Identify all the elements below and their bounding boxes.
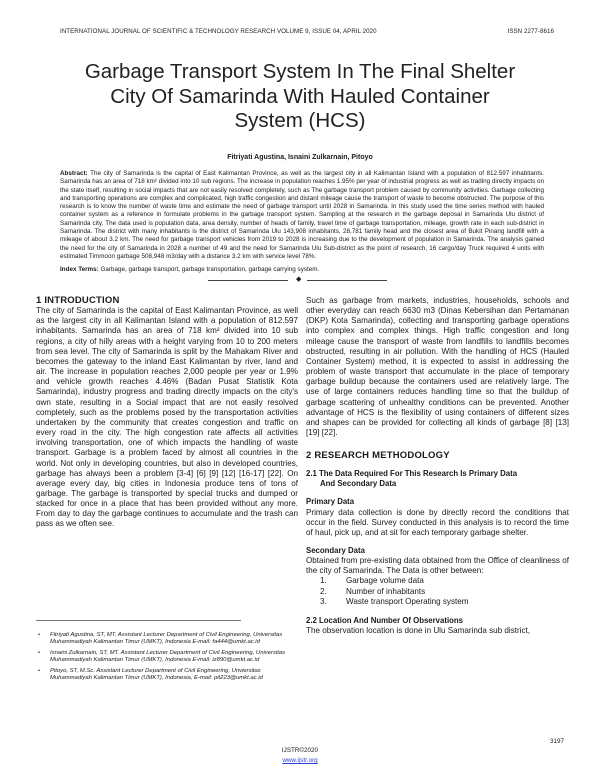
footnote-text: Pitoyo, ST, M.Sc. Assistant Lecturer Department of Civil Engineering, Unviersitas Muhammadiyah Kalimantan Timur (UMKT), Indonesia, E-mail: pit223@umkt.ac.id xyxy=(50,667,263,682)
title-line: System (HCS) xyxy=(234,109,366,132)
abstract xyxy=(60,170,544,261)
primary-data-paragraph: Primary data collection is done by directly record the conditions that occur in the field. Survey conducted in this analysis is to record the time of haul, pick up, and at sit for each temporary garbage shelter. xyxy=(306,507,569,537)
page-number: 3197 xyxy=(549,738,564,745)
abstract-label: Abstract: xyxy=(60,170,88,177)
secondary-data-heading: Secondary Data xyxy=(306,545,365,555)
bullet-icon: • xyxy=(38,649,41,656)
index-terms-label: Index Terms: xyxy=(60,266,99,273)
introduction-heading: 1 INTRODUCTION xyxy=(36,295,120,306)
methodology-heading: 2 RESEARCH METHODOLOGY xyxy=(306,450,450,462)
subsection-2-1-heading xyxy=(306,469,569,489)
primary-data-heading: Primary Data xyxy=(306,497,355,507)
index-terms-text: Garbage, garbage transport, garbage transportation, garbage carrying system. xyxy=(100,266,320,273)
footer-copyright: IJSTR©2020 xyxy=(281,747,319,754)
index-terms xyxy=(60,266,544,274)
footer-url[interactable] xyxy=(0,757,600,764)
location-paragraph: The observation location is done in Ulu Samarinda sub district, xyxy=(306,626,531,636)
right-column xyxy=(306,296,569,636)
abstract-text: The city of Samarinda is the capital of East Kalimantan Province, as well as the largest city in all Kalimantan Island with a population of 812.597 inhabitants. Samarinda has an area of 718 km² divided into 10 sub regions. The increase in population reaches 1.95% per year of industrial progress as well as trading directly impacts on the state itself, resulting in social impacts that are not easily resolved completely, such as The garbage transport problem caused by community activities. Garbage collecting and transporting operations are complex and complicated, high traffic congestion and distant mileage cause the transport of waste to become obstructed. The purpose of this research is to know the number of waste time and estimate the need of garbage transport until 2028 in Samarinda. In this study used the time series method with hauled container system as a reference in formulate problems in the garbage transport system. Sampling at the research in the garbage deposal in Samarinda Ulu district of Samarinda city. The data used is population data, area density, number of heads of family, travel time of garbage transportation, mileage, growth rate in each sub-district in Samarinda. The district with many inhabitants is the district of Samarinda Ulu 143,908 inhabitants, 28,781 family head and the closest area of Bukit Pinang landfill with a mileage of about 3.2 km. The need for garbage transport vehicles from 2019 to 2028 is increasing due to the development of population in Samarinda. The analysis gained the need for the city of Samarinda in 2028 a number of 49 and the need for Samarinda Ulu Sub-district as the point of research, 16 cargo/day Truck required 4 units with estimated Timmoon garbage 508,948 m3/day with a distance 3.2 km with service level 78%. xyxy=(60,170,545,260)
footnote-text: Fitriyati Agustina, ST, MT. Assistant Lecturer Department of Civil Engineering, Universitas Muhammadiyah Kalimantan Timur (UMKT), Indonesia E-mail: fa444@umkt.ac.id xyxy=(50,632,283,646)
footnote-text: Isnaini Zulkarnain, ST, MT. Assistant Lecturer Department of Civil Engineering, Universitas Muhammadiyah Kalimantan Timur (UMKT), Indonesia E-mail: iz890@umkt.ac.id xyxy=(50,649,286,664)
intro-continued-paragraph: Such as garbage from markets, industries, households, schools and other everyday can reach 6630 m3 (Dinas Kebersihan dan Pertamanan (DKP) Kota Samarinda), collecting and transporting garbage operations into complex and complex things. High traffic congestion and long mileage cause the transport of waste from landfills to landfills becomes obstructed, resulting in air pollution. With the handling of HCS (Hauled Container System) method, it is expected to assist in addressing the problem of waste transport that accumulate in the place of temporary garbage buildup because the containers used are relatively large. The use of large containers reduces handling time so that the buildup of garbage scattering of unhealthy conditions can be prevented. Another advantage of HCS is the flexibility of using containers of different sizes and shapes can be provided for collecting all kinds of garbage [8] [13] [19] [22]. xyxy=(306,296,569,438)
subsection-heading-line: And Secondary Data xyxy=(320,479,397,489)
list-text: Number of inhabitants xyxy=(346,586,426,596)
paper-title xyxy=(20,60,580,134)
secondary-data-list xyxy=(306,576,569,607)
footnote-rule xyxy=(36,620,241,621)
bullet-icon: • xyxy=(38,667,41,674)
author-list: Fitriyati Agustina, Isnaini Zulkarnain, Pitoyo xyxy=(227,154,373,161)
footnote-item xyxy=(38,668,288,683)
title-line: Garbage Transport System In The Final Shelter xyxy=(84,60,516,83)
title-line: City Of Samarinda With Hauled Container xyxy=(110,84,490,108)
list-number: 3. xyxy=(320,596,327,606)
footnote-item xyxy=(38,632,288,647)
list-text: Waste transport Operating system xyxy=(346,596,469,606)
left-column xyxy=(36,296,298,530)
journal-header: INTERNATIONAL JOURNAL OF SCIENTIFIC & TECHNOLOGY RESEARCH VOLUME 9, ISSUE 04, APRIL 2020 xyxy=(60,28,377,35)
secondary-data-paragraph: Obtained from pre-existing data obtained from the Office of cleanliness of the city of Samarinda. The Data is other between: xyxy=(306,556,569,576)
website-link[interactable]: www.ijstr.org xyxy=(282,757,318,764)
list-number: 1. xyxy=(320,576,327,586)
list-item xyxy=(306,576,569,586)
separator-rule-left xyxy=(208,280,288,281)
list-item xyxy=(306,587,569,597)
issn-label: ISSN 2277-8616 xyxy=(507,28,554,35)
footnote-item xyxy=(38,650,288,665)
subsection-2-2-heading: 2.2 Location And Number Of Observations xyxy=(306,616,463,625)
separator-diamond: ◆ xyxy=(296,276,302,283)
list-text: Garbage volume data xyxy=(346,576,424,586)
subsection-heading-line: 2.1 The Data Required For This Research Is Primary Data xyxy=(306,469,518,479)
introduction-paragraph: The city of Samarinda is the capital of East Kalimantan Province, as well as the largest city in all Kalimantan Island with a population of 812.597 inhabitants. Samarinda has an area of 718 km² divided into 10 sub regions, a city of hilly areas with a height varying from 10 to 200 meters from sea level. The city of Samarinda is split by the Mahakam River and becomes the gateway to the inland East Kalimantan by river, land and air. The increase in population reaches 2,000 people per year or 1.9% and vehicle growth reaches 4.46% (Badan Pusat Statistik Kota Samarinda), industry progress and trading directly impacts on the city's own state, resulting in a Social impact that are not easily resolved completely, such as the problems posed by the transportation activities undertaken by the community that creates congestion and traffic on every road in the city. The high congestion rate affects all activities involving transportation, one of which impacts the handling of waste transport. Garbage is a problem faced by almost all countries in the world. Not only in developing countries, but also in developed countries, garbage has always been a problem [3-4] [6] [9] [12] [16-17] [22]. On average every day, big cities in Indonesia produce tens of tons of garbage. The garbage is transported by special trucks and dumped or stacked for once in a place that has been provided without any more. From day to day the garbage continues to accumulate and the trash can pass as we often see. xyxy=(36,306,298,529)
bullet-icon: • xyxy=(38,632,41,638)
footnotes xyxy=(38,632,288,685)
list-number: 2. xyxy=(320,586,327,596)
separator-rule-right xyxy=(307,280,387,281)
list-item xyxy=(306,597,569,607)
